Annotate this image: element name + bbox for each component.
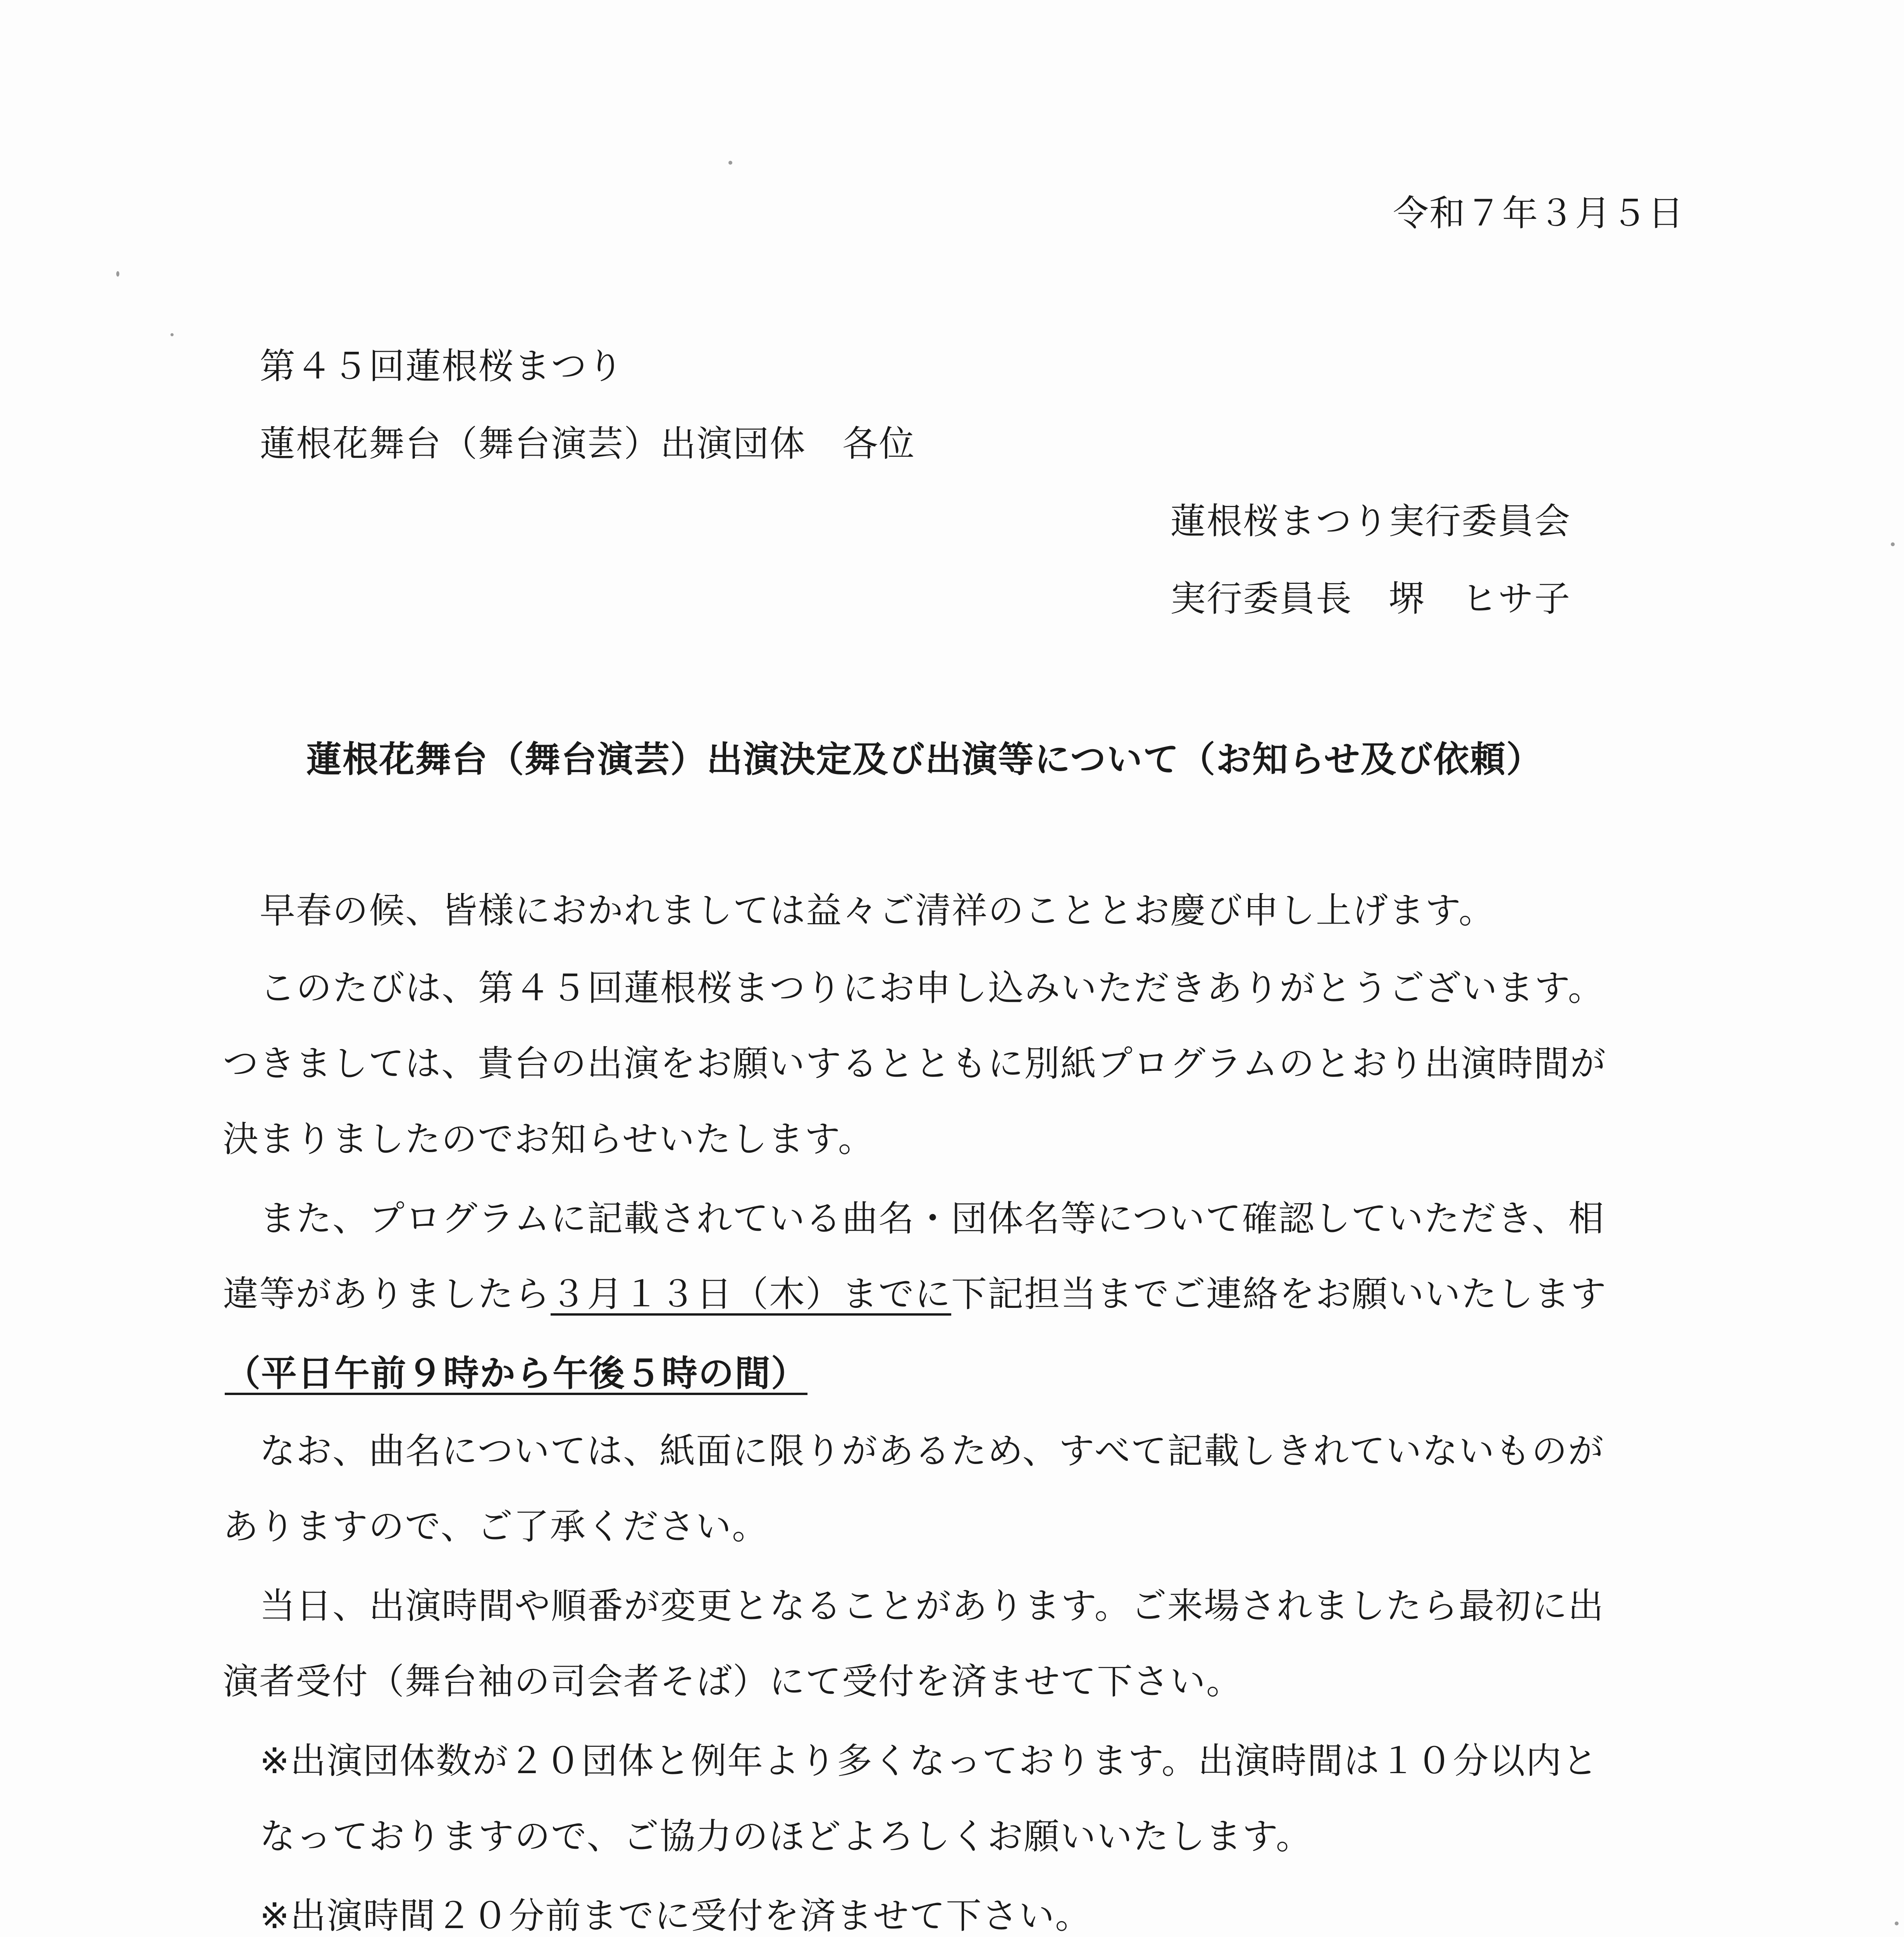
addressee-recipients: 蓮根花舞台（舞台演芸）出演団体 各位 [260,423,916,464]
greeting: 早春の候、皆様におかれましては益々ご清祥のこととお慶び申し上げます。 [260,890,1495,931]
paragraph-1-line-1: このたびは、第４５回蓮根桜まつりにお申し込みいただきありがとうございます。 [260,967,1604,1009]
paragraph-2-line-2-post: 下記担当までご連絡をお願いいたします [951,1273,1607,1315]
note-1-line-2: なっておりますので、ご協力のほどよろしくお願いいたします。 [260,1816,1312,1857]
sender-chair: 実行委員長 堺 ヒサ子 [1170,578,1571,619]
scan-speck [1891,542,1895,546]
business-hours-note [225,1353,808,1394]
scan-speck [728,161,732,165]
scan-speck [116,271,119,277]
note-2: ※出演時間２０分前までに受付を済ませて下さい。 [260,1895,1092,1937]
paragraph-1-line-2: つきましては、貴台の出演をお願いするとともに別紙プログラムのとおり出演時間が [223,1043,1607,1084]
paragraph-2-line-1: また、プログラムに記載されている曲名・団体名等について確認していただき、相 [260,1198,1605,1239]
paragraph-4-line-2: 演者受付（舞台袖の司会者そば）にて受付を済ませて下さい。 [223,1661,1243,1702]
note-1-line-1: ※出演団体数が２０団体と例年より多くなっております。出演時間は１０分以内と [260,1740,1599,1782]
paragraph-2-line-2 [223,1273,1607,1315]
business-hours-text: （平日午前９時から午後５時の間） [225,1353,808,1394]
addressee-event: 第４５回蓮根桜まつり [260,346,624,387]
paragraph-2-line-2-pre: 違等がありましたら [223,1273,551,1315]
document-date: 令和７年３月５日 [1393,193,1685,234]
scan-speck [170,333,174,336]
paragraph-4-line-1: 当日、出演時間や順番が変更となることがあります。ご来場されましたら最初に出 [260,1585,1604,1627]
paragraph-3-line-2: ありますので、ご了承ください。 [223,1506,769,1547]
paragraph-1-line-3: 決まりましたのでお知らせいたします。 [223,1118,875,1160]
document-title: 蓮根花舞台（舞台演芸）出演決定及び出演等について（お知らせ及び依頼） [306,739,1543,780]
deadline-text: ３月１３日（木）までに [551,1273,952,1315]
paragraph-3-line-1: なお、曲名については、紙面に限りがあるため、すべて記載しきれていないものが [260,1430,1604,1472]
scan-speck [1895,1922,1899,1925]
sender-committee: 蓮根桜まつり実行委員会 [1170,501,1571,542]
